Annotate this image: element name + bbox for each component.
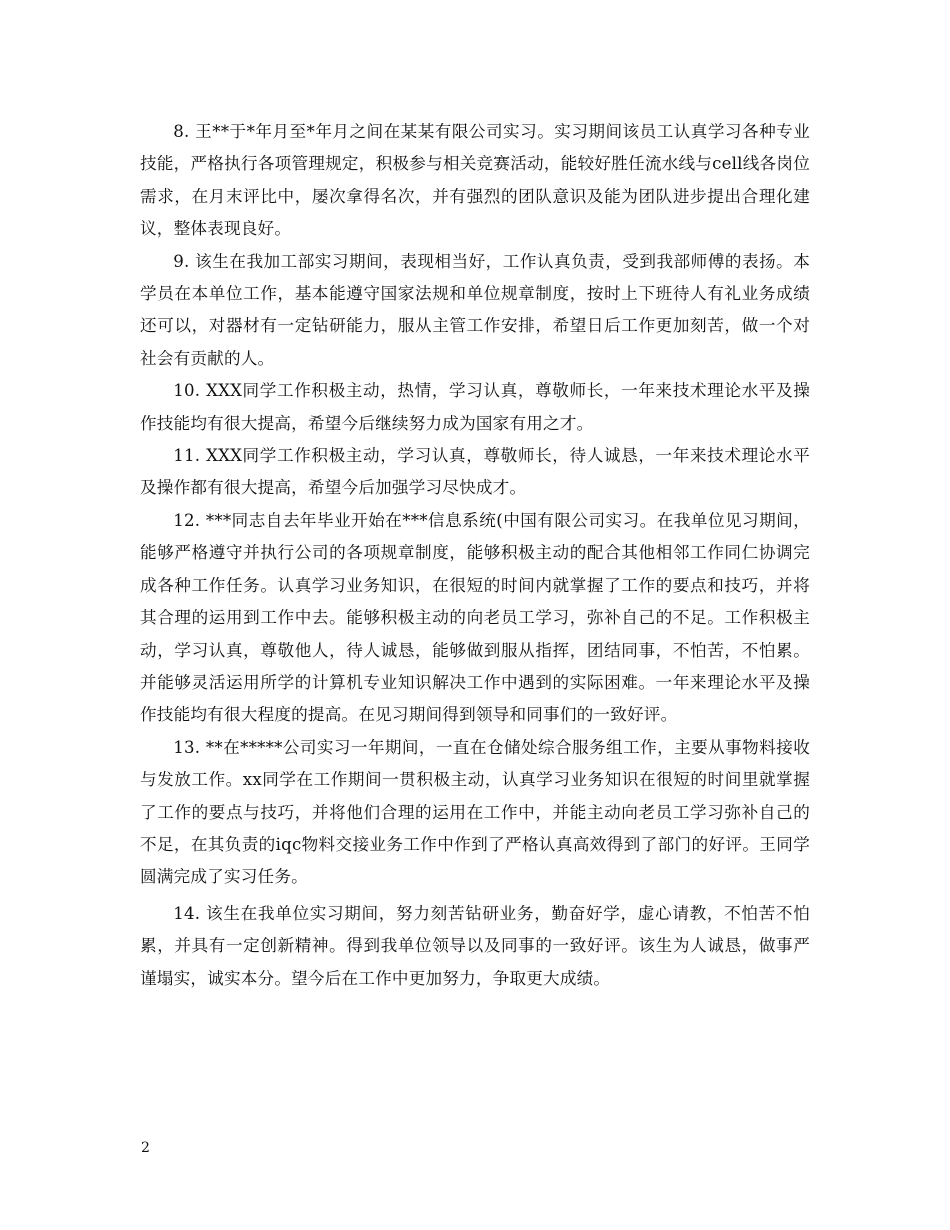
paragraph-9: 9. 该生在我加工部实习期间，表现相当好，工作认真负责，受到我部师傅的表扬。本学员在本单位工作，基本能遵守国家法规和单位规章制度，按时上下班待人有礼业务成绩还可以，对器材有一定钻研能力，服从主管工作安排，希望日后工作更加刻苦，做一个对社会有贡献的人。 <box>140 251 810 368</box>
page-number: 2 <box>141 1140 150 1156</box>
paragraph-8: 8. 王**于*年月至*年月之间在某某有限公司实习。实习期间该员工认真学习各种专业技能，严格执行各项管理规定，积极参与相关竞赛活动，能较好胜任流水线与cell线各岗位需求，在月末评比中，屡次拿得名次，并有强烈的团队意识及能为团队进步提出合理化建议，整体表现良好。 <box>140 122 810 239</box>
paragraph-12: 12. ***同志自去年毕业开始在***信息系统(中国有限公司实习。在我单位见习期间，能够严格遵守并执行公司的各项规章制度，能够积极主动的配合其他相邻工作同仁协调完成各种工作任务。认真学习业务知识，在很短的时间内就掌握了工作的要点和技巧，并将其合理的运用到工作中去。能够积极主动的向老员工学习，弥补自己的不足。工作积极主动，学习认真，尊敬他人，待人诚恳，能够做到服从指挥，团结同事，不怕苦，不怕累。并能够灵活运用所学的计算机专业知识解决工作中遇到的实际困难。一年来理论水平及操作技能均有很大程度的提高。在见习期间得到领导和同事们的一致好评。 <box>140 510 810 725</box>
paragraph-14: 14. 该生在我单位实习期间，努力刻苦钻研业务，勤奋好学，虚心请教，不怕苦不怕累，并具有一定创新精神。得到我单位领导以及同事的一致好评。该生为人诚恳，做事严谨塌实，诚实本分。望今后在工作中更加努力，争取更大成绩。 <box>140 903 810 988</box>
paragraph-10: 10. XXX同学工作积极主动，热情，学习认真，尊敬师长，一年来技术理论水平及操作技能均有很大提高，希望今后继续努力成为国家有用之才。 <box>140 381 810 433</box>
document-body <box>140 116 810 995</box>
paragraph-13: 13. **在*****公司实习一年期间，一直在仓储处综合服务组工作，主要从事物料接收与发放工作。xx同学在工作期间一贯积极主动，认真学习业务知识在很短的时间里就掌握了工作的要点与技巧，并将他们合理的运用在工作中，并能主动向老员工学习弥补自己的不足，在其负责的iqc物料交接业务工作中作到了严格认真高效得到了部门的好评。王同学圆满完成了实习任务。 <box>140 737 810 887</box>
paragraph-11: 11. XXX同学工作积极主动，学习认真，尊敬师长，待人诚恳，一年来技术理论水平及操作都有很大提高，希望今后加强学习尽快成才。 <box>140 446 810 498</box>
